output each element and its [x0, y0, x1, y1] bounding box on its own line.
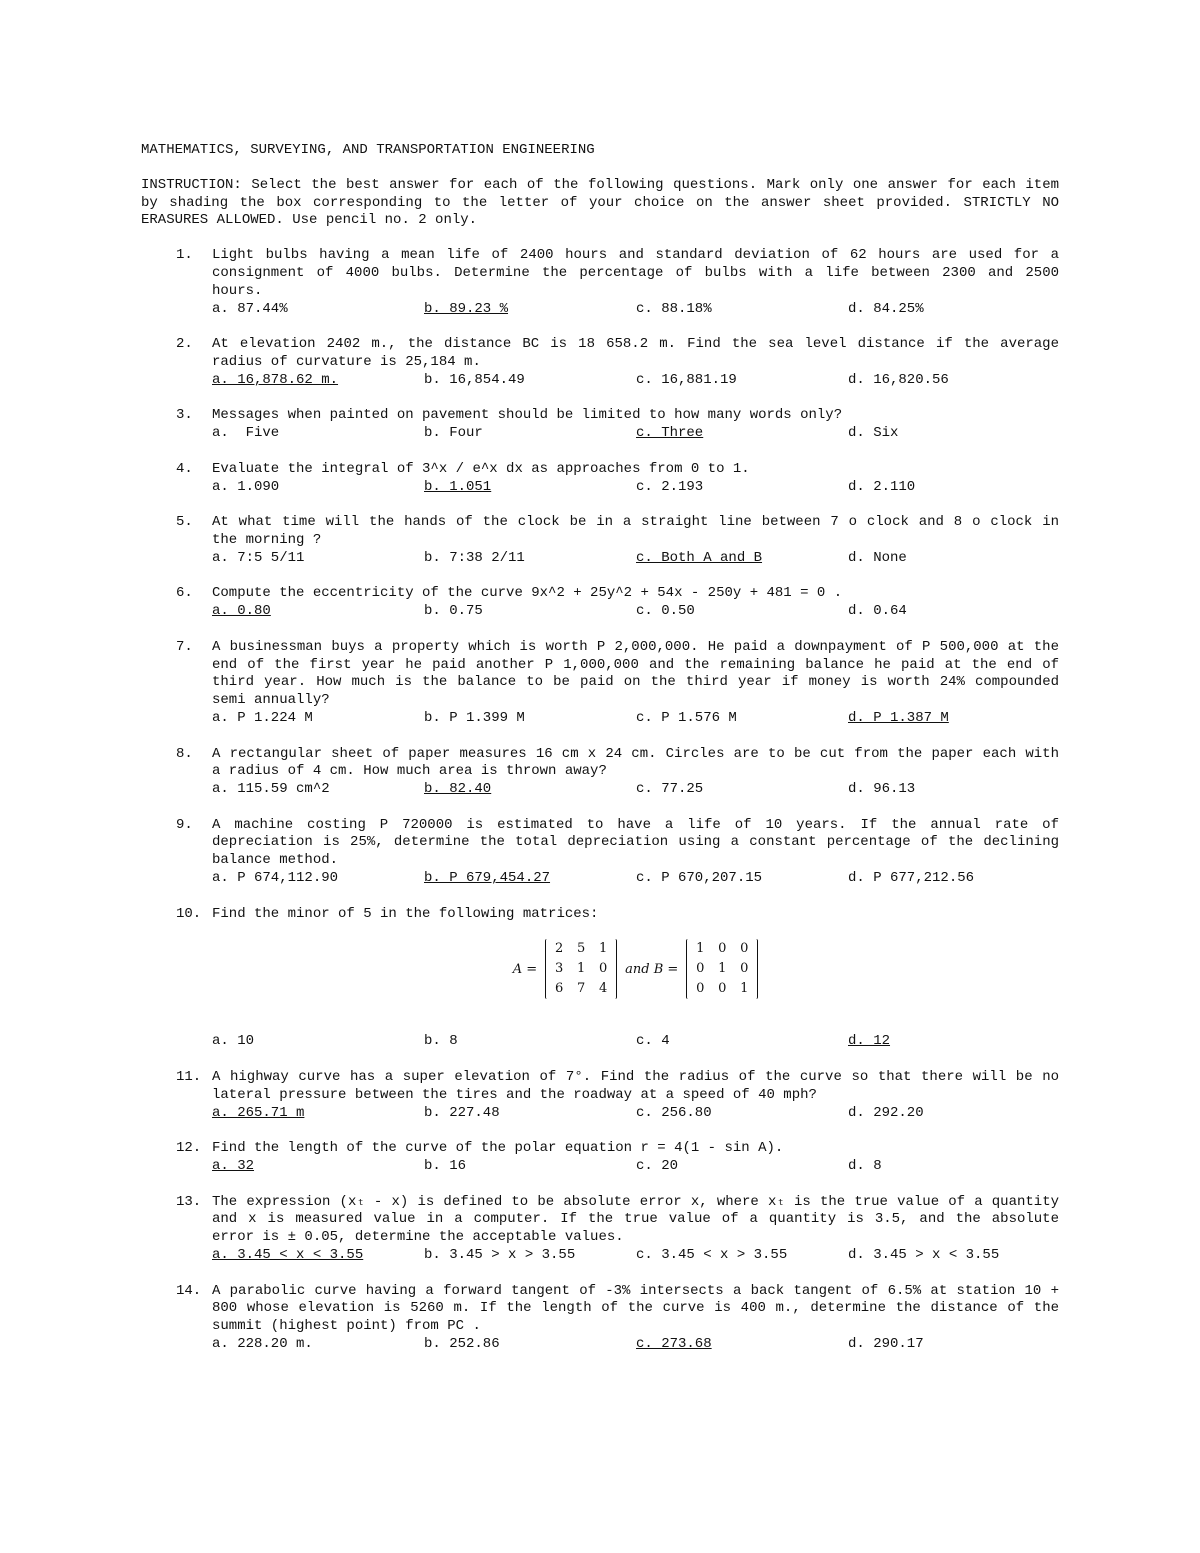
answer-choices: [212, 1033, 1059, 1051]
answer-choice-selected: a. 0.80: [212, 603, 271, 620]
answer-choice: c. 4: [636, 1033, 670, 1050]
answer-choice: c. P 1.576 M: [636, 709, 737, 726]
answer-choice-selected: a. 265.71 m: [212, 1104, 305, 1121]
matrix-cell: 5: [576, 941, 586, 957]
answer-choice: c. 16,881.19: [636, 371, 737, 388]
answer-choice-selected: a. 32: [212, 1158, 255, 1175]
question-text: Evaluate the integral of 3^x / e^x dx as approaches from 0 to 1.: [212, 460, 750, 477]
question-item: [141, 1069, 1059, 1122]
question-text: A parabolic curve having a forward tangent of -3% intersects a back tangent of 6.5% at station 10 + 800 whose elevation is 5260 m. If the length of the curve is 400 m., determine the distance of the summit (highest point) from PC .: [212, 1282, 1059, 1335]
question-number: 2.: [176, 336, 193, 353]
question-text: Compute the eccentricity of the curve 9x^2 + 25y^2 + 54x - 250y + 481 = 0 .: [212, 585, 843, 602]
answer-choices: [212, 372, 1059, 390]
matrix-cell: 0: [718, 941, 727, 957]
answer-choice: d. 16,820.56: [848, 371, 949, 388]
answer-choice: b. 8: [424, 1033, 458, 1050]
answer-choice-selected: b. 1.051: [424, 478, 492, 495]
matrix-cell: 4: [598, 981, 608, 997]
answer-choices: [212, 550, 1059, 568]
matrix-cell: 1: [598, 941, 608, 957]
answer-choice: a. 10: [212, 1033, 255, 1050]
answer-choice-selected: a. 3.45 < x < 3.55: [212, 1247, 364, 1264]
answer-choice: b. Four: [424, 425, 483, 442]
matrix-cell: 2: [554, 941, 564, 957]
matrix-cell: 1: [576, 961, 586, 977]
answer-choice: a. 87.44%: [212, 300, 288, 317]
answer-choice: c. 20: [636, 1158, 679, 1175]
question-number: 13.: [176, 1193, 202, 1210]
answer-choices: [212, 710, 1059, 728]
answer-choices: [212, 870, 1059, 888]
question-text: At what time will the hands of the clock be in a straight line between 7 o clock and 8 o clock in the morning ?: [212, 514, 1059, 548]
matrix-cell: 1: [696, 941, 705, 957]
question-item: [141, 514, 1059, 567]
answer-choice: d. 96.13: [848, 781, 916, 798]
answer-choice: a. P 1.224 M: [212, 709, 313, 726]
answer-choice: b. 16: [424, 1158, 467, 1175]
question-number: 10.: [176, 905, 202, 922]
answer-choice: d. 0.64: [848, 603, 907, 620]
answer-choice: b. P 1.399 M: [424, 709, 525, 726]
question-text: A rectangular sheet of paper measures 16 cm x 24 cm. Circles are to be cut from the paper each with a radius of 4 cm. How much area is thrown away?: [212, 745, 1059, 780]
answer-choice-selected: c. 273.68: [636, 1336, 712, 1353]
question-number: 3.: [176, 407, 193, 424]
question-list: [141, 247, 1059, 1354]
answer-choice-selected: c. Both A and B: [636, 549, 763, 566]
answer-choice: a. P 674,112.90: [212, 870, 339, 887]
matrix-equation: [212, 939, 1059, 999]
answer-choice-selected: d. P 1.387 M: [848, 709, 949, 726]
question-item: [141, 746, 1059, 799]
matrix-b-label: and B =: [625, 961, 679, 977]
question-number: 6.: [176, 585, 193, 602]
question-text: The expression (xₜ - x) is defined to be absolute error x, where xₜ is the true value of a quantity and x is measured value in a computer. If the true value of a quantity is 3.5, and the absolute error is ± 0.05, determine the acceptable values.: [212, 1193, 1059, 1246]
answer-choice: d. 292.20: [848, 1104, 924, 1121]
answer-choice: c. 77.25: [636, 781, 704, 798]
answer-choice: b. 0.75: [424, 603, 483, 620]
answer-choice-selected: a. 16,878.62 m.: [212, 371, 339, 388]
answer-choice: c. 3.45 < x > 3.55: [636, 1247, 788, 1264]
answer-choice: a. Five: [212, 425, 280, 442]
answer-choices: [212, 301, 1059, 319]
matrix-cell: 6: [554, 981, 564, 997]
question-number: 8.: [176, 745, 193, 762]
question-number: 14.: [176, 1282, 202, 1299]
question-item: [141, 407, 1059, 443]
answer-choice: d. 8: [848, 1158, 882, 1175]
matrix-cell: 1: [718, 961, 727, 977]
matrix-cell: 0: [718, 981, 727, 997]
answer-choices: [212, 781, 1059, 799]
answer-choice: c. 88.18%: [636, 300, 712, 317]
question-number: 5.: [176, 514, 193, 531]
matrix-a-label: A =: [512, 961, 538, 977]
answer-choice: b. 7:38 2/11: [424, 549, 525, 566]
answer-choices: [212, 1158, 1059, 1176]
answer-choice-selected: d. 12: [848, 1033, 891, 1050]
answer-choices: [212, 425, 1059, 443]
exam-page: [141, 142, 1059, 1372]
answer-choice-selected: b. 82.40: [424, 781, 492, 798]
answer-choice: c. 0.50: [636, 603, 695, 620]
answer-choice: c. 256.80: [636, 1104, 712, 1121]
question-text: Messages when painted on pavement should be limited to how many words only?: [212, 407, 843, 424]
question-item: [141, 639, 1059, 728]
question-text: Light bulbs having a mean life of 2400 hours and standard deviation of 62 hours are used for a consignment of 4000 bulbs. Determine the percentage of bulbs with a life between 2300 and 2500 hours.: [212, 247, 1059, 299]
question-item: [141, 336, 1059, 389]
answer-choice: a. 1.090: [212, 478, 280, 495]
answer-choices: [212, 1336, 1059, 1354]
question-text: A machine costing P 720000 is estimated to have a life of 10 years. If the annual rate of depreciation is 25%, determine the total depreciation using a constant percentage of the declining balance method.: [212, 816, 1059, 869]
matrix-cell: 0: [696, 981, 705, 997]
page-title: MATHEMATICS, SURVEYING, AND TRANSPORTATION ENGINEERING: [141, 142, 595, 158]
matrix-a: [545, 939, 617, 999]
question-item: [141, 1283, 1059, 1354]
matrix-b: [686, 939, 758, 999]
question-text: A highway curve has a super elevation of 7°. Find the radius of the curve so that there will be no lateral pressure between the tires and the roadway at a speed of 40 mph?: [212, 1069, 1059, 1103]
matrix-cell: 0: [696, 961, 705, 977]
answer-choices: [212, 1105, 1059, 1123]
answer-choice: d. P 677,212.56: [848, 870, 975, 887]
matrix-cell: 3: [554, 961, 564, 977]
answer-choice: b. 3.45 > x > 3.55: [424, 1247, 576, 1264]
answer-choice: d. None: [848, 549, 907, 566]
question-text: Find the minor of 5 in the following matrices:: [212, 905, 599, 922]
question-item: [141, 1140, 1059, 1176]
answer-choice: c. P 670,207.15: [636, 870, 763, 887]
question-text: A businessman buys a property which is worth P 2,000,000. He paid a downpayment of P 500,000 at the end of the first year he paid another P 1,000,000 and the remaining balance he paid at the end of third year. How much is the balance to be paid on the third year if money is worth 24% compounded semi annually?: [212, 638, 1059, 709]
answer-choice: c. 2.193: [636, 478, 704, 495]
answer-choice: b. 16,854.49: [424, 371, 525, 388]
answer-choice: a. 228.20 m.: [212, 1336, 313, 1353]
answer-choice: b. 227.48: [424, 1104, 500, 1121]
answer-choice-selected: b. 89.23 %: [424, 300, 509, 317]
matrix-cell: 0: [598, 961, 608, 977]
answer-choice: d. 3.45 > x < 3.55: [848, 1247, 1000, 1264]
matrix-cell: 7: [576, 981, 586, 997]
question-number: 1.: [176, 247, 193, 264]
question-item: [141, 461, 1059, 497]
answer-choice: a. 7:5 5/11: [212, 549, 305, 566]
answer-choices: [212, 1247, 1059, 1265]
answer-choice: d. 2.110: [848, 478, 916, 495]
question-item: [141, 247, 1059, 318]
matrix-cell: 0: [740, 961, 749, 977]
question-item: [141, 817, 1059, 888]
question-number: 7.: [176, 638, 193, 655]
question-number: 9.: [176, 816, 193, 833]
answer-choice: d. 290.17: [848, 1336, 924, 1353]
question-item: [141, 585, 1059, 621]
answer-choices: [212, 603, 1059, 621]
answer-choice: a. 115.59 cm^2: [212, 781, 330, 798]
matrix-cell: 1: [740, 981, 749, 997]
matrix-cell: 0: [740, 941, 749, 957]
question-number: 12.: [176, 1140, 202, 1157]
answer-choice: d. 84.25%: [848, 300, 924, 317]
answer-choice-selected: b. P 679,454.27: [424, 870, 551, 887]
question-number: 4.: [176, 460, 193, 477]
answer-choices: [212, 479, 1059, 497]
answer-choice: b. 252.86: [424, 1336, 500, 1353]
question-item: [141, 1194, 1059, 1265]
question-text: Find the length of the curve of the polar equation r = 4(1 - sin A).: [212, 1140, 784, 1157]
instruction-paragraph: INSTRUCTION: Select the best answer for each of the following questions. Mark only one answer for each item by shading the box corresponding to the letter of your choice on the answer sheet provided. STRICTLY NO ERASURES ALLOWED. Use pencil no. 2 only.: [141, 176, 1059, 229]
answer-choice-selected: c. Three: [636, 425, 704, 442]
question-text: At elevation 2402 m., the distance BC is 18 658.2 m. Find the sea level distance if the average radius of curvature is 25,184 m.: [212, 336, 1059, 370]
question-number: 11.: [176, 1069, 202, 1086]
question-item: [141, 906, 1059, 1052]
answer-choice: d. Six: [848, 425, 899, 442]
